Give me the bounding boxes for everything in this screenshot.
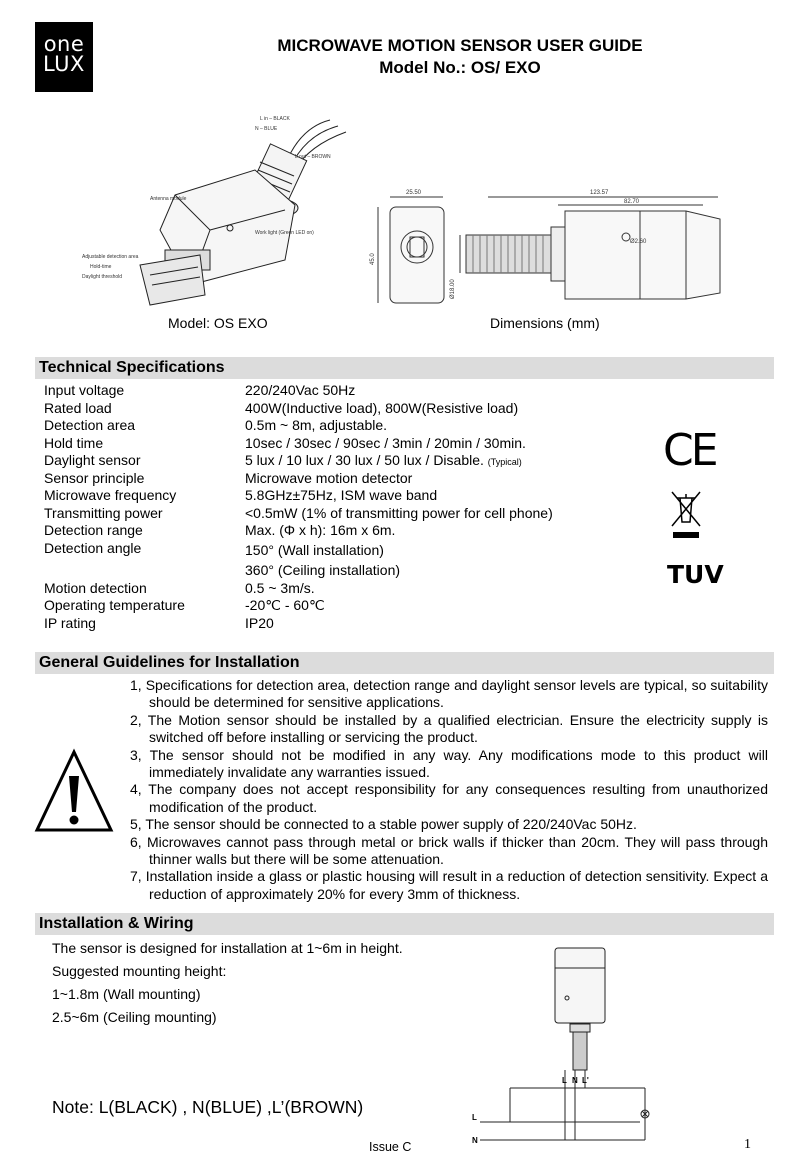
dim-hole: Ø2.60: [630, 239, 647, 245]
label-lout: L out – BROWN: [295, 154, 331, 160]
wire-label-n: N: [572, 1076, 578, 1085]
dim-body: 82.70: [624, 199, 640, 205]
install-line: 1~1.8m (Wall mounting): [52, 986, 201, 1002]
wire-label-lout: L': [582, 1076, 589, 1085]
guidelines-heading: General Guidelines for Installation: [35, 652, 774, 674]
install-line: Suggested mounting height:: [52, 963, 227, 979]
spec-value: 220/240Vac 50Hz: [245, 382, 356, 398]
spec-value: Microwave motion detector: [245, 469, 413, 486]
ce-mark: CE: [663, 425, 716, 476]
wiring-note: Note: L(BLACK) , N(BLUE) ,L’(BROWN): [52, 1097, 364, 1117]
guideline-item: 3, The sensor should not be modified in any way. Any modifications mode to this product will immediately invalidate any warranties issued.: [130, 746, 768, 781]
tech-specs-heading: Technical Specifications: [35, 357, 774, 379]
spec-value: <0.5mW (1% of transmitting power for cell phone): [245, 504, 553, 521]
guideline-item: 2, The Motion sensor should be installed by a qualified electrician. Ensure the electricity supply is switched off before installing or servicing the product.: [130, 711, 768, 746]
label-daylight: Daylight threshold: [82, 274, 123, 280]
device-illustration: [80, 110, 350, 310]
label-n: N – BLUE: [255, 126, 278, 132]
spec-label: Detection area: [44, 417, 136, 433]
spec-value: 0.5 ~ 3m/s.: [245, 579, 315, 596]
guideline-item: 6, Microwaves cannot pass through metal or brick walls if thicker than 20cm. They will pass through thinner walls but there will be some attenuation.: [130, 833, 768, 868]
spec-value: Max. (Φ x h): 16m x 6m.: [245, 522, 396, 538]
spec-value: 5.8GHz±75Hz, ISM wave band: [245, 487, 438, 503]
line-label-n: N: [472, 1136, 478, 1145]
install-line: The sensor is designed for installation at 1~6m in height.: [52, 940, 403, 956]
spec-label: IP rating: [44, 614, 96, 631]
spec-value: 10sec / 30sec / 90sec / 3min / 20min / 30min.: [245, 434, 526, 451]
spec-label: Detection range: [44, 522, 143, 538]
line-label-l: L: [472, 1113, 477, 1122]
spec-label: Rated load: [44, 399, 112, 416]
spec-value-2: 360° (Ceiling installation): [245, 562, 401, 578]
dim-dia: Ø18.00: [450, 279, 456, 299]
tuv-mark: TUV: [667, 560, 724, 589]
install-line: 2.5~6m (Ceiling mounting): [52, 1009, 217, 1025]
logo-line1: one: [43, 32, 85, 56]
spec-value: IP20: [245, 614, 274, 631]
spec-label: Daylight sensor: [44, 452, 141, 468]
page-number: 1: [744, 1137, 751, 1152]
guideline-item: 4, The company does not accept responsibility for any consequences resulting from unauthorized modification of the product.: [130, 781, 768, 815]
spec-value: 400W(Inductive load), 800W(Resistive load): [245, 399, 519, 416]
guideline-item: 5, The sensor should be connected to a stable power supply of 220/240Vac 50Hz.: [130, 816, 637, 833]
guideline-item: 1, Specifications for detection area, detection range and daylight sensor levels are typical, so suitability should be determined for sensitive applications.: [130, 677, 768, 711]
onelux-logo: [35, 22, 93, 92]
spec-value: 0.5m ~ 8m, adjustable.: [245, 417, 388, 433]
weee-bin-icon: [668, 490, 704, 540]
spec-value: 150° (Wall installation): [245, 542, 384, 558]
label-lin: L in – BLACK: [260, 116, 290, 122]
page-title: MICROWAVE MOTION SENSOR USER GUIDE: [277, 36, 643, 55]
model-caption: Model: OS EXO: [168, 315, 268, 331]
spec-label: Sensor principle: [44, 469, 145, 486]
spec-value: [245, 452, 522, 471]
warning-icon: [33, 748, 115, 834]
dim-height: 45.0: [370, 253, 376, 265]
label-worklight: Work light (Green LED on): [255, 230, 314, 236]
label-hold: Hold-time: [90, 264, 112, 270]
guideline-item: 7, Installation inside a glass or plastic housing will result in a reduction of detection sensitivity. Expect a reduction of approximately 20% for every 3mm of thickness.: [130, 868, 768, 902]
issue-label: Issue C: [369, 1140, 412, 1154]
spec-value: -20℃ - 60℃: [245, 597, 325, 613]
dim-length: 123.57: [590, 190, 609, 196]
spec-label: Detection angle: [44, 539, 142, 556]
spec-label: Input voltage: [44, 382, 125, 398]
logo-line2: LUX: [43, 52, 85, 76]
installation-heading: Installation & Wiring: [35, 913, 774, 935]
typical-note: (Typical): [487, 457, 522, 467]
model-number: Model No.: OS/ EXO: [379, 58, 541, 77]
label-adj: Adjustable detection area: [82, 254, 139, 260]
spec-label: Operating temperature: [44, 597, 185, 613]
dimension-drawing: [368, 185, 778, 310]
wiring-diagram: [470, 940, 665, 1150]
label-antenna: Antenna module: [150, 196, 187, 202]
wire-label-l: L: [562, 1076, 567, 1085]
daylight-value: 5 lux / 10 lux / 30 lux / 50 lux / Disable.: [245, 452, 484, 468]
spec-label: Transmitting power: [44, 504, 163, 521]
spec-label: Hold time: [44, 434, 104, 451]
guidelines-list: [130, 677, 768, 903]
spec-label: Motion detection: [44, 579, 147, 596]
spec-label: Microwave frequency: [44, 487, 177, 503]
dim-width: 25.50: [406, 190, 422, 196]
dimensions-caption: Dimensions (mm): [490, 315, 600, 331]
